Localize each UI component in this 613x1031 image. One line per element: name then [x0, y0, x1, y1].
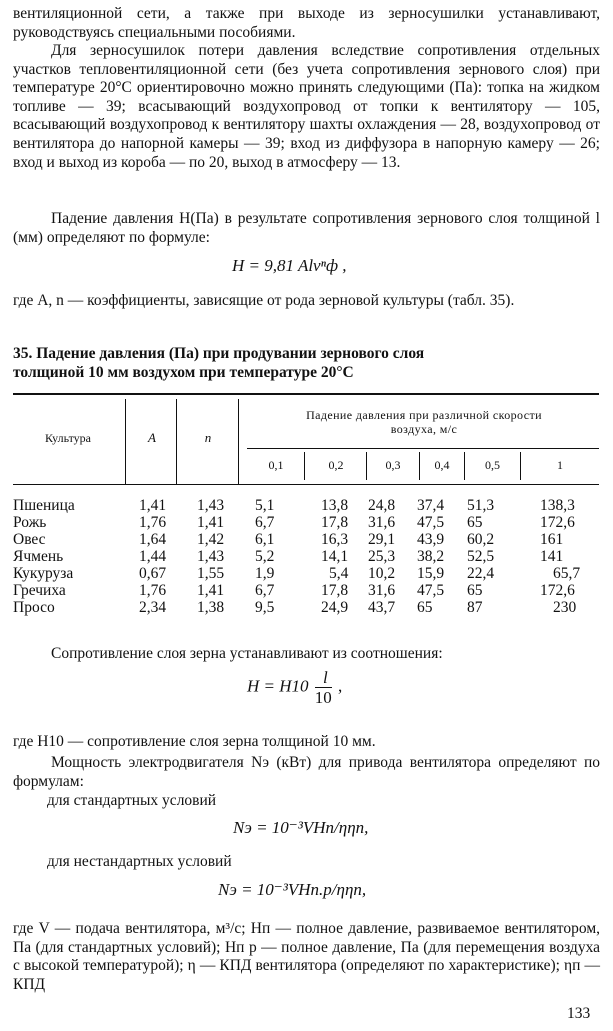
cell-crop: Рожь: [13, 514, 47, 531]
paragraph-motor-power: Мощность электродвигателя Nэ (кВт) для привода вентилятора определяют по формулам:: [13, 754, 600, 790]
header-speed: 0,4: [434, 458, 450, 472]
cell-v4: 65: [417, 599, 433, 616]
header-speed: 1: [557, 458, 563, 472]
cell-v1: 6,1: [255, 531, 275, 548]
cell-v4: 37,4: [417, 497, 445, 514]
cell-n: 1,43: [197, 497, 225, 514]
paragraph-layer-resistance: Сопротивление слоя зерна устанавливают из соотношения:: [51, 645, 443, 662]
paragraph-h10: где H10 — сопротивление слоя зерна толщиной 10 мм.: [13, 733, 376, 750]
table-vrule: [176, 399, 177, 484]
table-row: [13, 565, 603, 582]
table-vrule: [125, 399, 126, 484]
cell-v6: 161: [540, 531, 564, 548]
cell-v4: 47,5: [417, 514, 445, 531]
header-speed: 0,2: [328, 458, 344, 472]
cell-crop: Кукуруза: [13, 565, 74, 582]
cell-a: 2,34: [139, 599, 167, 616]
cell-v3: 25,3: [368, 548, 396, 565]
formula-pressure-drop: H = 9,81 Alvⁿф ,: [232, 256, 347, 275]
table-row: [13, 531, 603, 548]
cell-v1: 6,7: [255, 582, 275, 599]
page-number: 133: [567, 1005, 591, 1022]
cell-crop: Ячмень: [13, 548, 64, 565]
formula-fraction: [315, 668, 332, 707]
table-group-rule: [247, 448, 599, 449]
fraction-numerator: l: [315, 668, 332, 688]
table-row: [13, 497, 603, 514]
cell-v6: 230: [553, 599, 577, 616]
cell-a: 1,76: [139, 582, 167, 599]
cell-v2: 14,1: [321, 548, 349, 565]
table-header-bottom-rule: [13, 484, 599, 485]
cell-v1: 1,9: [255, 565, 275, 582]
table-row: [13, 582, 603, 599]
header-a: A: [148, 430, 156, 445]
cell-a: 1,76: [139, 514, 167, 531]
cell-crop: Гречиха: [13, 582, 66, 599]
formula-tail: ,: [338, 676, 343, 696]
cell-v2: 17,8: [321, 514, 349, 531]
paragraph-intro: вентиляционной сети, а также при выходе из зерносушилки устанавливают, руководствуясь специальными пособиями.: [13, 5, 600, 41]
formula-layer-resistance: [247, 668, 342, 707]
paragraph-definitions: где V — подача вентилятора, м³/с; Hп — полное давление, развиваемое вентилятором, Па (для стандартных условий); Hп р — полное давление, Па (для перемещения воздуха с высокой температурой); η — КПД вентилятора (определяют по характеристике); ηп — КПД: [13, 920, 600, 993]
cell-v5: 65: [467, 582, 483, 599]
header-group-line2: воздуха, м/с: [390, 422, 458, 436]
cell-v5: 60,2: [467, 531, 495, 548]
formula-standard: Nэ = 10⁻³VHп/ηηп,: [233, 818, 369, 837]
paragraph-pressure-drop: Падение давления H(Па) в результате сопротивления зернового слоя толщиной l (мм) определяют по формуле:: [13, 210, 600, 246]
paragraph-standard: для стандартных условий: [47, 792, 217, 809]
cell-v4: 38,2: [417, 548, 445, 565]
cell-v1: 5,2: [255, 548, 275, 565]
cell-v1: 5,1: [255, 497, 275, 514]
table-vrule: [238, 399, 239, 484]
cell-v5: 87: [467, 599, 483, 616]
cell-v3: 31,6: [368, 582, 396, 599]
cell-v6: 172,6: [540, 514, 575, 531]
table-top-rule: [13, 393, 599, 395]
cell-a: 1,44: [139, 548, 167, 565]
cell-n: 1,55: [197, 565, 225, 582]
cell-v6: 65,7: [553, 565, 581, 582]
cell-v3: 43,7: [368, 599, 396, 616]
paragraph-nonstandard: для нестандартных условий: [47, 853, 232, 870]
cell-n: 1,43: [197, 548, 225, 565]
cell-crop: Овес: [13, 531, 46, 548]
cell-v6: 141: [540, 548, 564, 565]
table-row: [13, 599, 603, 616]
cell-v3: 29,1: [368, 531, 396, 548]
cell-n: 1,38: [197, 599, 225, 616]
fraction-denominator: 10: [314, 688, 332, 707]
cell-v3: 31,6: [368, 514, 396, 531]
cell-v4: 47,5: [417, 582, 445, 599]
cell-v3: 10,2: [368, 565, 396, 582]
table-caption-line1: 35. Падение давления (Па) при продувании зернового слоя: [13, 345, 425, 362]
header-speed: 0,3: [385, 458, 401, 472]
cell-v2: 24,9: [321, 599, 349, 616]
cell-v1: 9,5: [255, 599, 275, 616]
table-caption-line2: толщиной 10 мм воздухом при температуре 20°С: [13, 364, 354, 381]
paragraph-pressure-losses: Для зерносушилок потери давления вследствие сопротивления отдельных участков тепловентиляционной сети (без учета сопротивления зернового слоя) при температуре 20°С ориентировочно можно принять следующими (Па): топка на жидком топливе — 39; всасывающий воздухопровод от топки к вентилятору — 105, всасывающий воздухопровод к вентилятору шахты охлаждения — 28, воздухопровод от вентилятора до напорной камеры — 39; вход из диффузора в напорную камеру — 26; вход и выход из короба — по 20, выход в атмосферу — 13.: [13, 42, 600, 171]
cell-a: 1,64: [139, 531, 167, 548]
cell-v6: 138,3: [540, 497, 575, 514]
cell-v4: 15,9: [417, 565, 445, 582]
cell-v2: 16,3: [321, 531, 349, 548]
cell-v2: 17,8: [321, 582, 349, 599]
table-vrule: [304, 452, 305, 480]
formula-left: H = H10: [247, 676, 309, 696]
cell-crop: Пшеница: [13, 497, 75, 514]
paragraph-coefficients: где A, n — коэффициенты, зависящие от рода зерновой культуры (табл. 35).: [13, 292, 515, 309]
cell-v6: 172,6: [540, 582, 575, 599]
table-row: [13, 514, 603, 531]
cell-a: 0,67: [139, 565, 167, 582]
cell-n: 1,41: [197, 514, 225, 531]
cell-crop: Просо: [13, 599, 55, 616]
cell-v5: 51,3: [467, 497, 495, 514]
header-n: n: [204, 430, 212, 445]
header-crop: Культура: [45, 431, 91, 445]
cell-v1: 6,7: [255, 514, 275, 531]
cell-v2: 13,8: [321, 497, 349, 514]
cell-v2: 5,4: [329, 565, 349, 582]
cell-v5: 52,5: [467, 548, 495, 565]
cell-a: 1,41: [139, 497, 167, 514]
formula-nonstandard: Nэ = 10⁻³VHп.р/ηηп,: [218, 880, 367, 899]
cell-v5: 22,4: [467, 565, 495, 582]
header-speed: 0,1: [268, 458, 284, 472]
header-speed: 0,5: [485, 458, 500, 472]
header-group-line1: Падение давления при различной скорости: [306, 408, 542, 422]
cell-v4: 43,9: [417, 531, 445, 548]
cell-v5: 65: [467, 514, 483, 531]
cell-v3: 24,8: [368, 497, 396, 514]
cell-n: 1,42: [197, 531, 225, 548]
table-row: [13, 548, 603, 565]
cell-n: 1,41: [197, 582, 225, 599]
